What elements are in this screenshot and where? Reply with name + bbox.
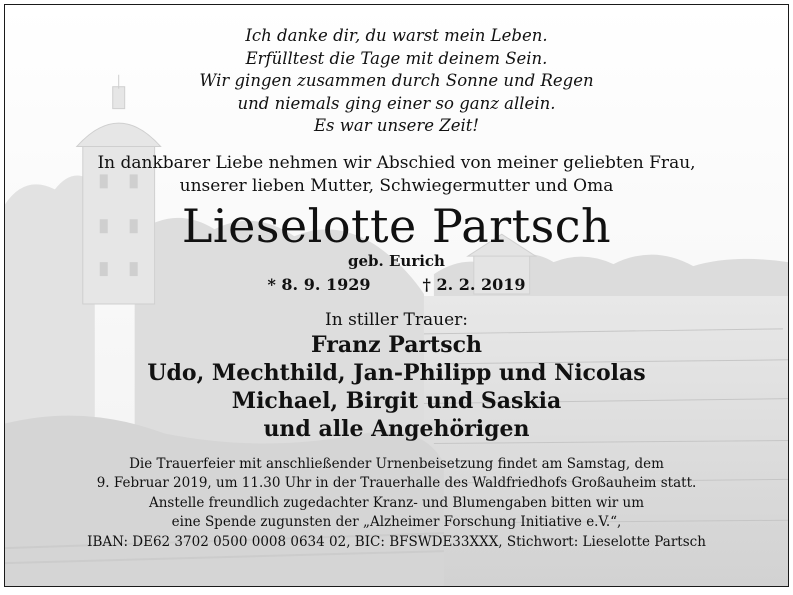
notice-line: Die Trauerfeier mit anschließender Urnenbeisetzung findet am Samstag, dem: [129, 455, 664, 472]
life-dates: [5, 275, 788, 295]
poem-line: und niemals ging einer so ganz allein.: [237, 93, 556, 113]
maiden-name: geb. Eurich: [348, 251, 445, 270]
death-date: † 2. 2. 2019: [422, 274, 526, 294]
notice-line: IBAN: DE62 3702 0500 0008 0634 02, BIC: BFSWDE33XXX, Stichwort: Lieselotte Partsch: [87, 533, 706, 550]
mourning-heading: In stiller Trauer:: [325, 309, 468, 330]
poem-line: Erfülltest die Tage mit deinem Sein.: [245, 48, 548, 68]
birth-date: * 8. 9. 1929: [267, 274, 371, 294]
mourner-line: Michael, Birgit und Saskia: [231, 387, 562, 414]
intro-line: unserer lieben Mutter, Schwiegermutter und Oma: [179, 175, 614, 196]
mourner-line: Franz Partsch: [311, 331, 482, 358]
farewell-intro: [5, 152, 788, 198]
poem-line: Es war unsere Zeit!: [314, 116, 479, 135]
mourner-line: Udo, Mechthild, Jan-Philipp und Nicolas: [147, 359, 646, 386]
poem: [5, 25, 788, 138]
obituary-card: [4, 4, 789, 587]
poem-line: Wir gingen zusammen durch Sonne und Regen: [199, 71, 594, 90]
notice-line: 9. Februar 2019, um 11.30 Uhr in der Trauerhalle des Waldfriedhofs Großauheim statt.: [96, 475, 697, 491]
notice-line: Anstelle freundlich zugedachter Kranz- und Blumengaben bitten wir um: [148, 494, 645, 511]
intro-line: In dankbarer Liebe nehmen wir Abschied von meiner geliebten Frau,: [97, 152, 696, 173]
notice-line: eine Spende zugunsten der „Alzheimer Forschung Initiative e.V.“,: [171, 514, 622, 530]
mourners-list: [5, 331, 788, 443]
mourner-line: und alle Angehörigen: [263, 415, 530, 442]
funeral-notice: [5, 455, 788, 553]
poem-line: Ich danke dir, du warst mein Leben.: [245, 26, 548, 45]
obituary-content: [5, 25, 788, 552]
deceased-name: Lieselotte Partsch: [181, 198, 612, 253]
